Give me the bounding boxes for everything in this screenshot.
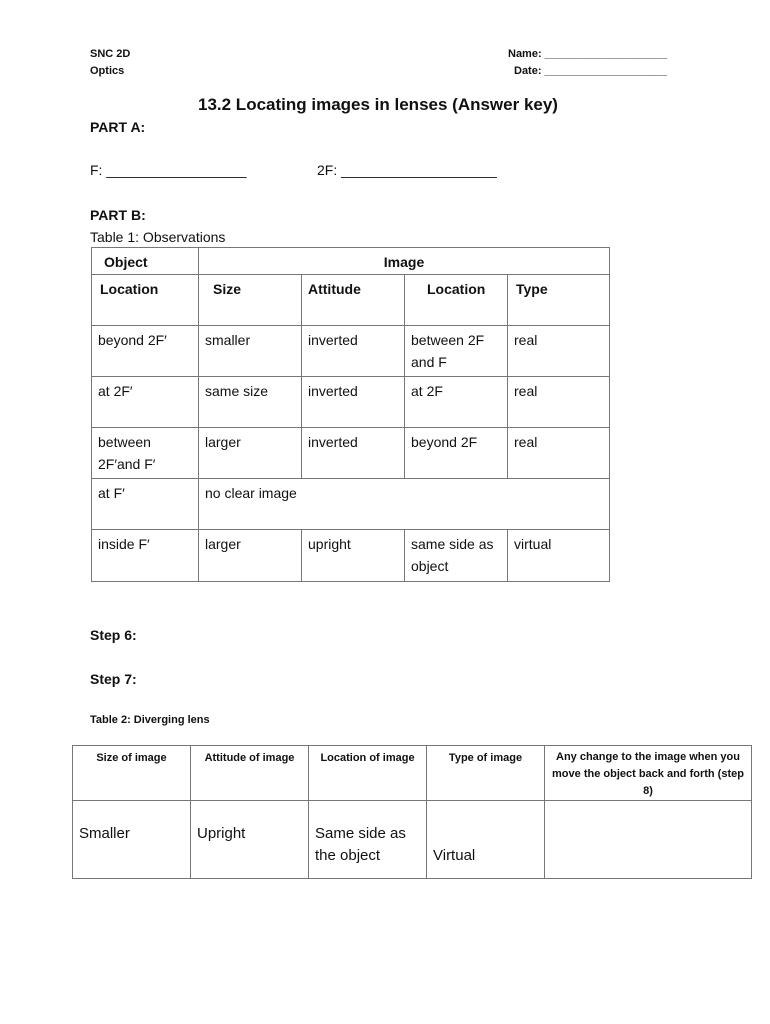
col-header-attitude-of-image: Attitude of image	[191, 746, 309, 801]
f-line: F: __________________	[90, 162, 247, 178]
table-cell: inside F′	[92, 530, 199, 582]
col-header-size-of-image: Size of image	[73, 746, 191, 801]
diverging-lens-table	[72, 745, 752, 879]
table-cell: between 2F and F	[405, 326, 508, 377]
unit-name: Optics	[90, 65, 125, 77]
table2-header-row	[73, 746, 752, 801]
table2-caption: Table 2: Diverging lens	[90, 714, 210, 726]
col-header-location-of-image: Location of image	[309, 746, 427, 801]
table-cell: Smaller	[73, 801, 191, 879]
table-cell: real	[508, 377, 610, 428]
table-cell: same side as object	[405, 530, 508, 582]
name-field: Name: ____________________	[508, 48, 668, 60]
table-cell: beyond 2F	[405, 428, 508, 479]
col-header-size: Size	[199, 275, 302, 326]
table-row	[92, 530, 610, 582]
table-cell: at 2F	[405, 377, 508, 428]
step-6-label: Step 6:	[90, 627, 137, 643]
table-cell: at 2F′	[92, 377, 199, 428]
page-title: 13.2 Locating images in lenses (Answer key)	[198, 95, 558, 114]
table-cell: upright	[302, 530, 405, 582]
table-row	[92, 377, 610, 428]
table-cell: Same side as the object	[309, 801, 427, 879]
table-cell: real	[508, 326, 610, 377]
table-cell: same size	[199, 377, 302, 428]
table-cell: larger	[199, 428, 302, 479]
col-header-type: Type	[508, 275, 610, 326]
table-row	[92, 326, 610, 377]
image-group-header: Image	[199, 248, 610, 275]
table-row	[73, 801, 752, 879]
table-group-header-row	[92, 248, 610, 275]
table-column-header-row	[92, 275, 610, 326]
col-header-object-location: Location	[92, 275, 199, 326]
table-row	[92, 428, 610, 479]
col-header-image-location: Location	[405, 275, 508, 326]
table-cell: virtual	[508, 530, 610, 582]
table1-caption: Table 1: Observations	[90, 229, 226, 245]
part-b-label: PART B:	[90, 207, 146, 223]
table-cell: larger	[199, 530, 302, 582]
col-header-any-change: Any change to the image when you move the object back and forth (step 8)	[545, 746, 752, 801]
table-cell: inverted	[302, 326, 405, 377]
table-cell: no clear image	[199, 479, 610, 530]
table-cell: between 2F′and F′	[92, 428, 199, 479]
part-a-label: PART A:	[90, 119, 146, 135]
course-code: SNC 2D	[90, 48, 131, 60]
observations-table	[91, 247, 610, 582]
col-header-type-of-image: Type of image	[427, 746, 545, 801]
table-cell: smaller	[199, 326, 302, 377]
col-header-attitude: Attitude	[302, 275, 405, 326]
table-row	[92, 479, 610, 530]
table-cell: inverted	[302, 428, 405, 479]
table-cell: Upright	[191, 801, 309, 879]
table-cell: Virtual	[427, 801, 545, 879]
table-cell: inverted	[302, 377, 405, 428]
object-group-header: Object	[92, 248, 199, 275]
table-cell: beyond 2F′	[92, 326, 199, 377]
step-7-label: Step 7:	[90, 671, 137, 687]
table-cell: real	[508, 428, 610, 479]
date-field: Date: ____________________	[514, 65, 667, 77]
table-cell: at F′	[92, 479, 199, 530]
table-cell	[545, 801, 752, 879]
two-f-line: 2F: ____________________	[317, 162, 497, 178]
